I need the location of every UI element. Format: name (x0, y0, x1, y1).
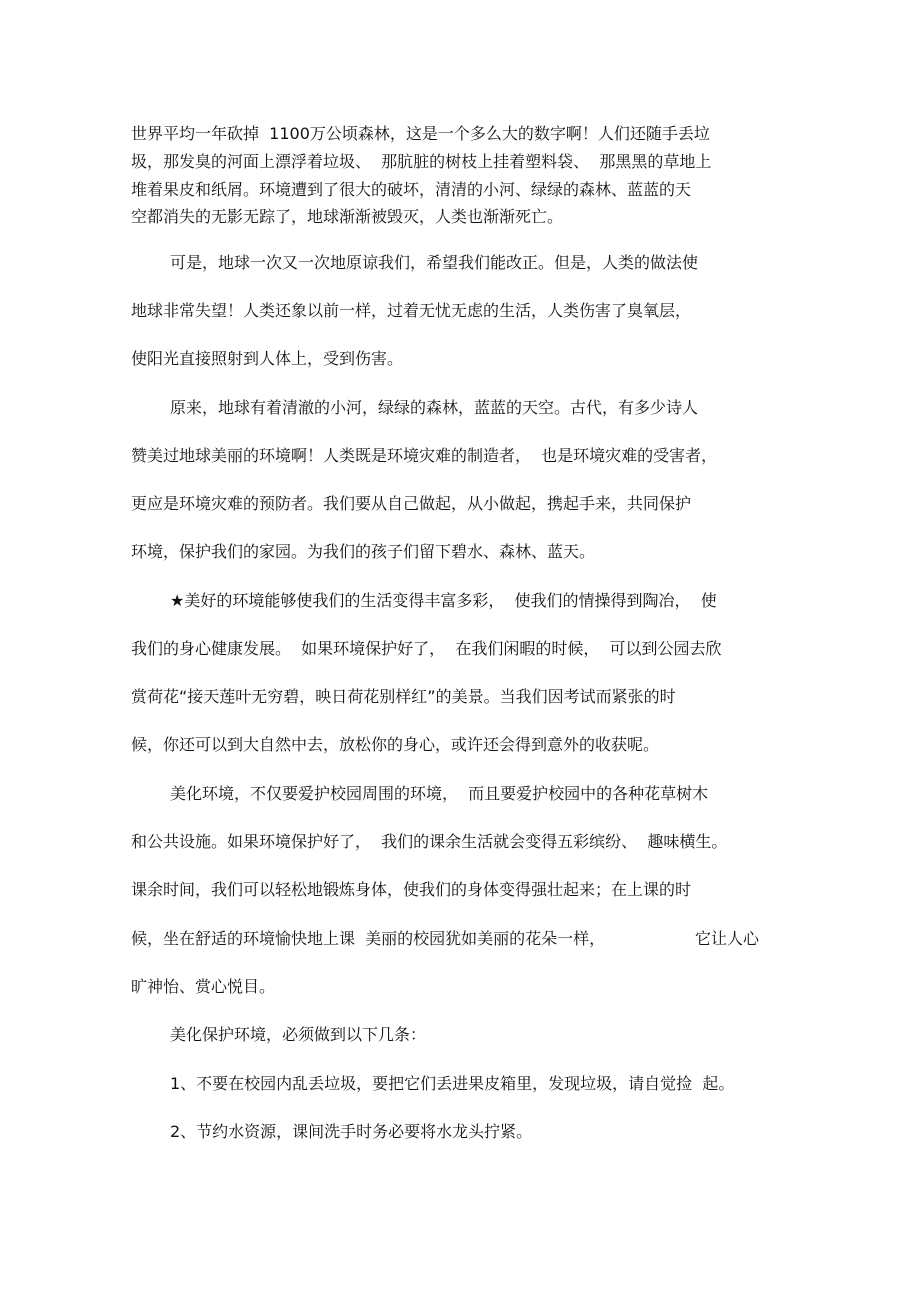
paragraph-line: 世界平均一年砍掉 1100万公顷森林，这是一个多么大的数字啊！人们还随手丢垃 (131, 124, 710, 143)
paragraph-line: 堆着果皮和纸屑。环境遭到了很大的破坏，清清的小河、绿绿的森林、蓝蓝的天 (131, 180, 692, 199)
paragraph-line: 课余时间，我们可以轻松地锻炼身体，使我们的身体变得强壮起来；在上课的时 (131, 880, 692, 899)
paragraph-line: 可是，地球一次又一次地原谅我们，希望我们能改正。但是，人类的做法使 (170, 253, 699, 272)
paragraph-line: 圾，那发臭的河面上漂浮着垃圾、 那肮脏的树枝上挂着塑料袋、 那黑黑的草地上 (131, 152, 712, 171)
paragraph-line: 旷神怡、赏心悦目。 (131, 977, 276, 996)
paragraph-line: 环境，保护我们的家园。为我们的孩子们留下碧水、森林、蓝天。 (131, 542, 596, 561)
paragraph-line: 更应是环境灾难的预防者。我们要从自己做起，从小做起，携起手来，共同保护 (131, 494, 692, 513)
paragraph-line: ★美好的环境能够使我们的生活变得丰富多彩， 使我们的情操得到陶冶， 使 (170, 591, 717, 610)
list-item: 1、不要在校园内乱丢垃圾，要把它们丢进果皮箱里，发现垃圾，请自觉捡 起。 (170, 1074, 735, 1093)
paragraph-line: 它让人心 (695, 929, 760, 948)
paragraph-line: 使阳光直接照射到人体上，受到伤害。 (131, 349, 404, 368)
paragraph-line: 候，你还可以到大自然中去，放松你的身心，或许还会得到意外的收获呢。 (131, 735, 660, 754)
paragraph-line: 候，坐在舒适的环境愉快地上课 美丽的校园犹如美丽的花朵一样， (131, 929, 606, 948)
list-item: 2、节约水资源，课间洗手时务必要将水龙头拧紧。 (170, 1122, 533, 1141)
paragraph-line: 地球非常失望！人类还象以前一样，过着无忧无虑的生活，人类伤害了臭氧层， (131, 301, 692, 320)
paragraph-line: 赞美过地球美丽的环境啊！人类既是环境灾难的制造者， 也是环境灾难的受害者， (131, 446, 718, 465)
paragraph-line: 美化环境，不仅要爱护校园周围的环境， 而且要爱护校园中的各种花草树木 (170, 784, 709, 803)
paragraph-line: 空都消失的无影无踪了，地球渐渐被毁灭，人类也渐渐死亡。 (131, 207, 564, 226)
paragraph-line: 和公共设施。如果环境保护好了， 我们的课余生活就会变得五彩缤纷、 趣味横生。 (131, 832, 728, 851)
paragraph-line: 原来，地球有着清澈的小河，绿绿的森林，蓝蓝的天空。古代，有多少诗人 (170, 398, 699, 417)
paragraph-line: 赏荷花“接天莲叶无穷碧，映日荷花别样红”的美景。当我们因考试而紧张的时 (131, 687, 676, 706)
paragraph-line: 美化保护环境，必须做到以下几条： (170, 1025, 427, 1044)
paragraph-line: 我们的身心健康发展。 如果环境保护好了， 在我们闲暇的时候， 可以到公园去欣 (131, 639, 722, 658)
